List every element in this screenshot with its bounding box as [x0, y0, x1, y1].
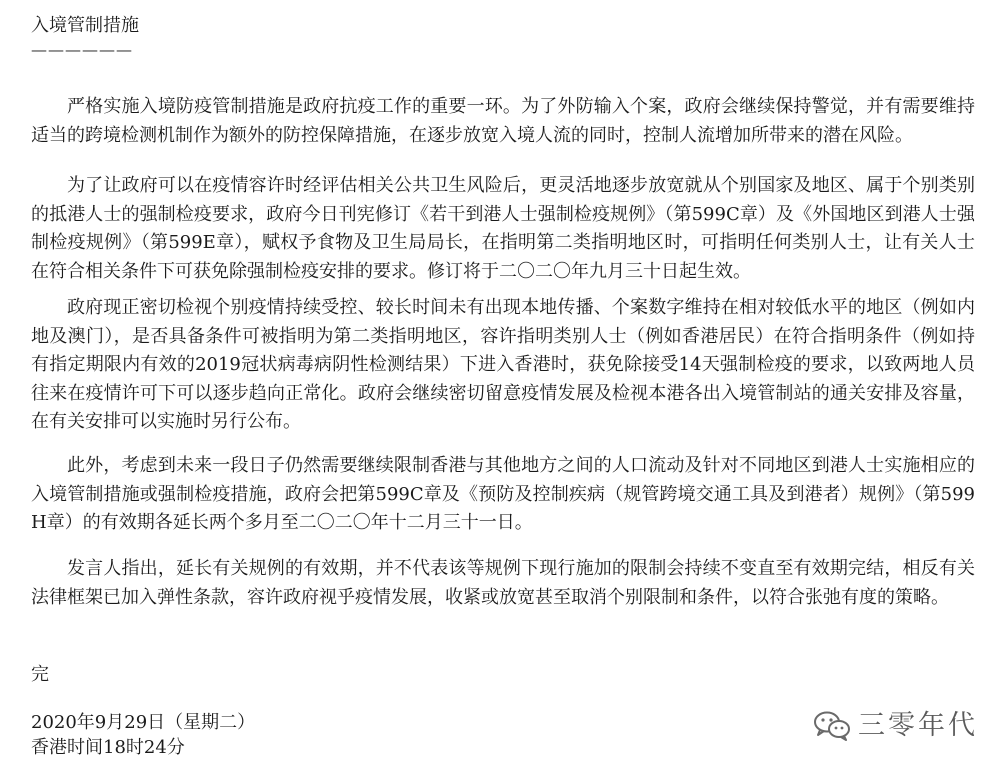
watermark-text: 三零年代 [858, 710, 978, 740]
paragraph-4: 此外，考虑到未来一段日子仍然需要继续限制香港与其他地方之间的人口流动及针对不同地区到港人士实施相应的入境管制措施或强制检疫措施，政府会把第599C章及《预防及控制疾病（规管跨境交通工具及到港者）规例》（第599H章）的有效期各延长两个多月至二〇二〇年十二月三十一日。 [31, 455, 975, 533]
watermark [812, 709, 978, 741]
release-time: 香港时间18时24分 [31, 737, 185, 758]
paragraph-5: 发言人指出，延长有关规例的有效期，并不代表该等规例下现行施加的限制会持续不变直至有效期完结，相反有关法律框架已加入弹性条款，容许政府视乎疫情发展，收紧或放宽甚至取消个别限制和条件，以符合张弛有度的策略。 [31, 558, 975, 608]
paragraph-2: 为了让政府可以在疫情容许时经评估相关公共卫生风险后，更灵活地逐步放宽就从个别国家及地区、属于个别类别的抵港人士的强制检疫要求，政府今日刊宪修订《若干到港人士强制检疫规例》（第599C章）及《外国地区到港人士强制检疫规例》（第599E章），赋权予食物及卫生局局长，在指明第二类指明地区时，可指明任何类别人士，让有关人士在符合相关条件下可获免除强制检疫安排的要求。修订将于二〇二〇年九月三十日起生效。 [31, 175, 975, 282]
wechat-icon [812, 709, 852, 741]
heading-separator: —————— [31, 40, 133, 59]
paragraph-3: 政府现正密切检视个别疫情持续受控、较长时间未有出现本地传播、个案数字维持在相对较低水平的地区（例如内地及澳门），是否具备条件可被指明为第二类指明地区，容许指明类别人士（例如香港居民）在符合指明条件（例如持有指定期限内有效的2019冠状病毒病阴性检测结果）下进入香港时，获免除接受14天强制检疫的要求，以致两地人员往来在疫情许可下可以逐步趋向正常化。政府会继续密切留意疫情发展及检视本港各出入境管制站的通关安排及容量，在有关安排可以实施时另行公布。 [31, 297, 975, 432]
document-heading: 入境管制措施 [31, 15, 139, 36]
paragraph-1: 严格实施入境防疫管制措施是政府抗疫工作的重要一环。为了外防输入个案，政府会继续保持警觉，并有需要维持适当的跨境检测机制作为额外的防控保障措施，在逐步放宽入境人流的同时，控制人流增加所带来的潜在风险。 [31, 96, 975, 146]
end-mark: 完 [31, 664, 49, 685]
release-date: 2020年9月29日（星期二） [31, 712, 256, 733]
